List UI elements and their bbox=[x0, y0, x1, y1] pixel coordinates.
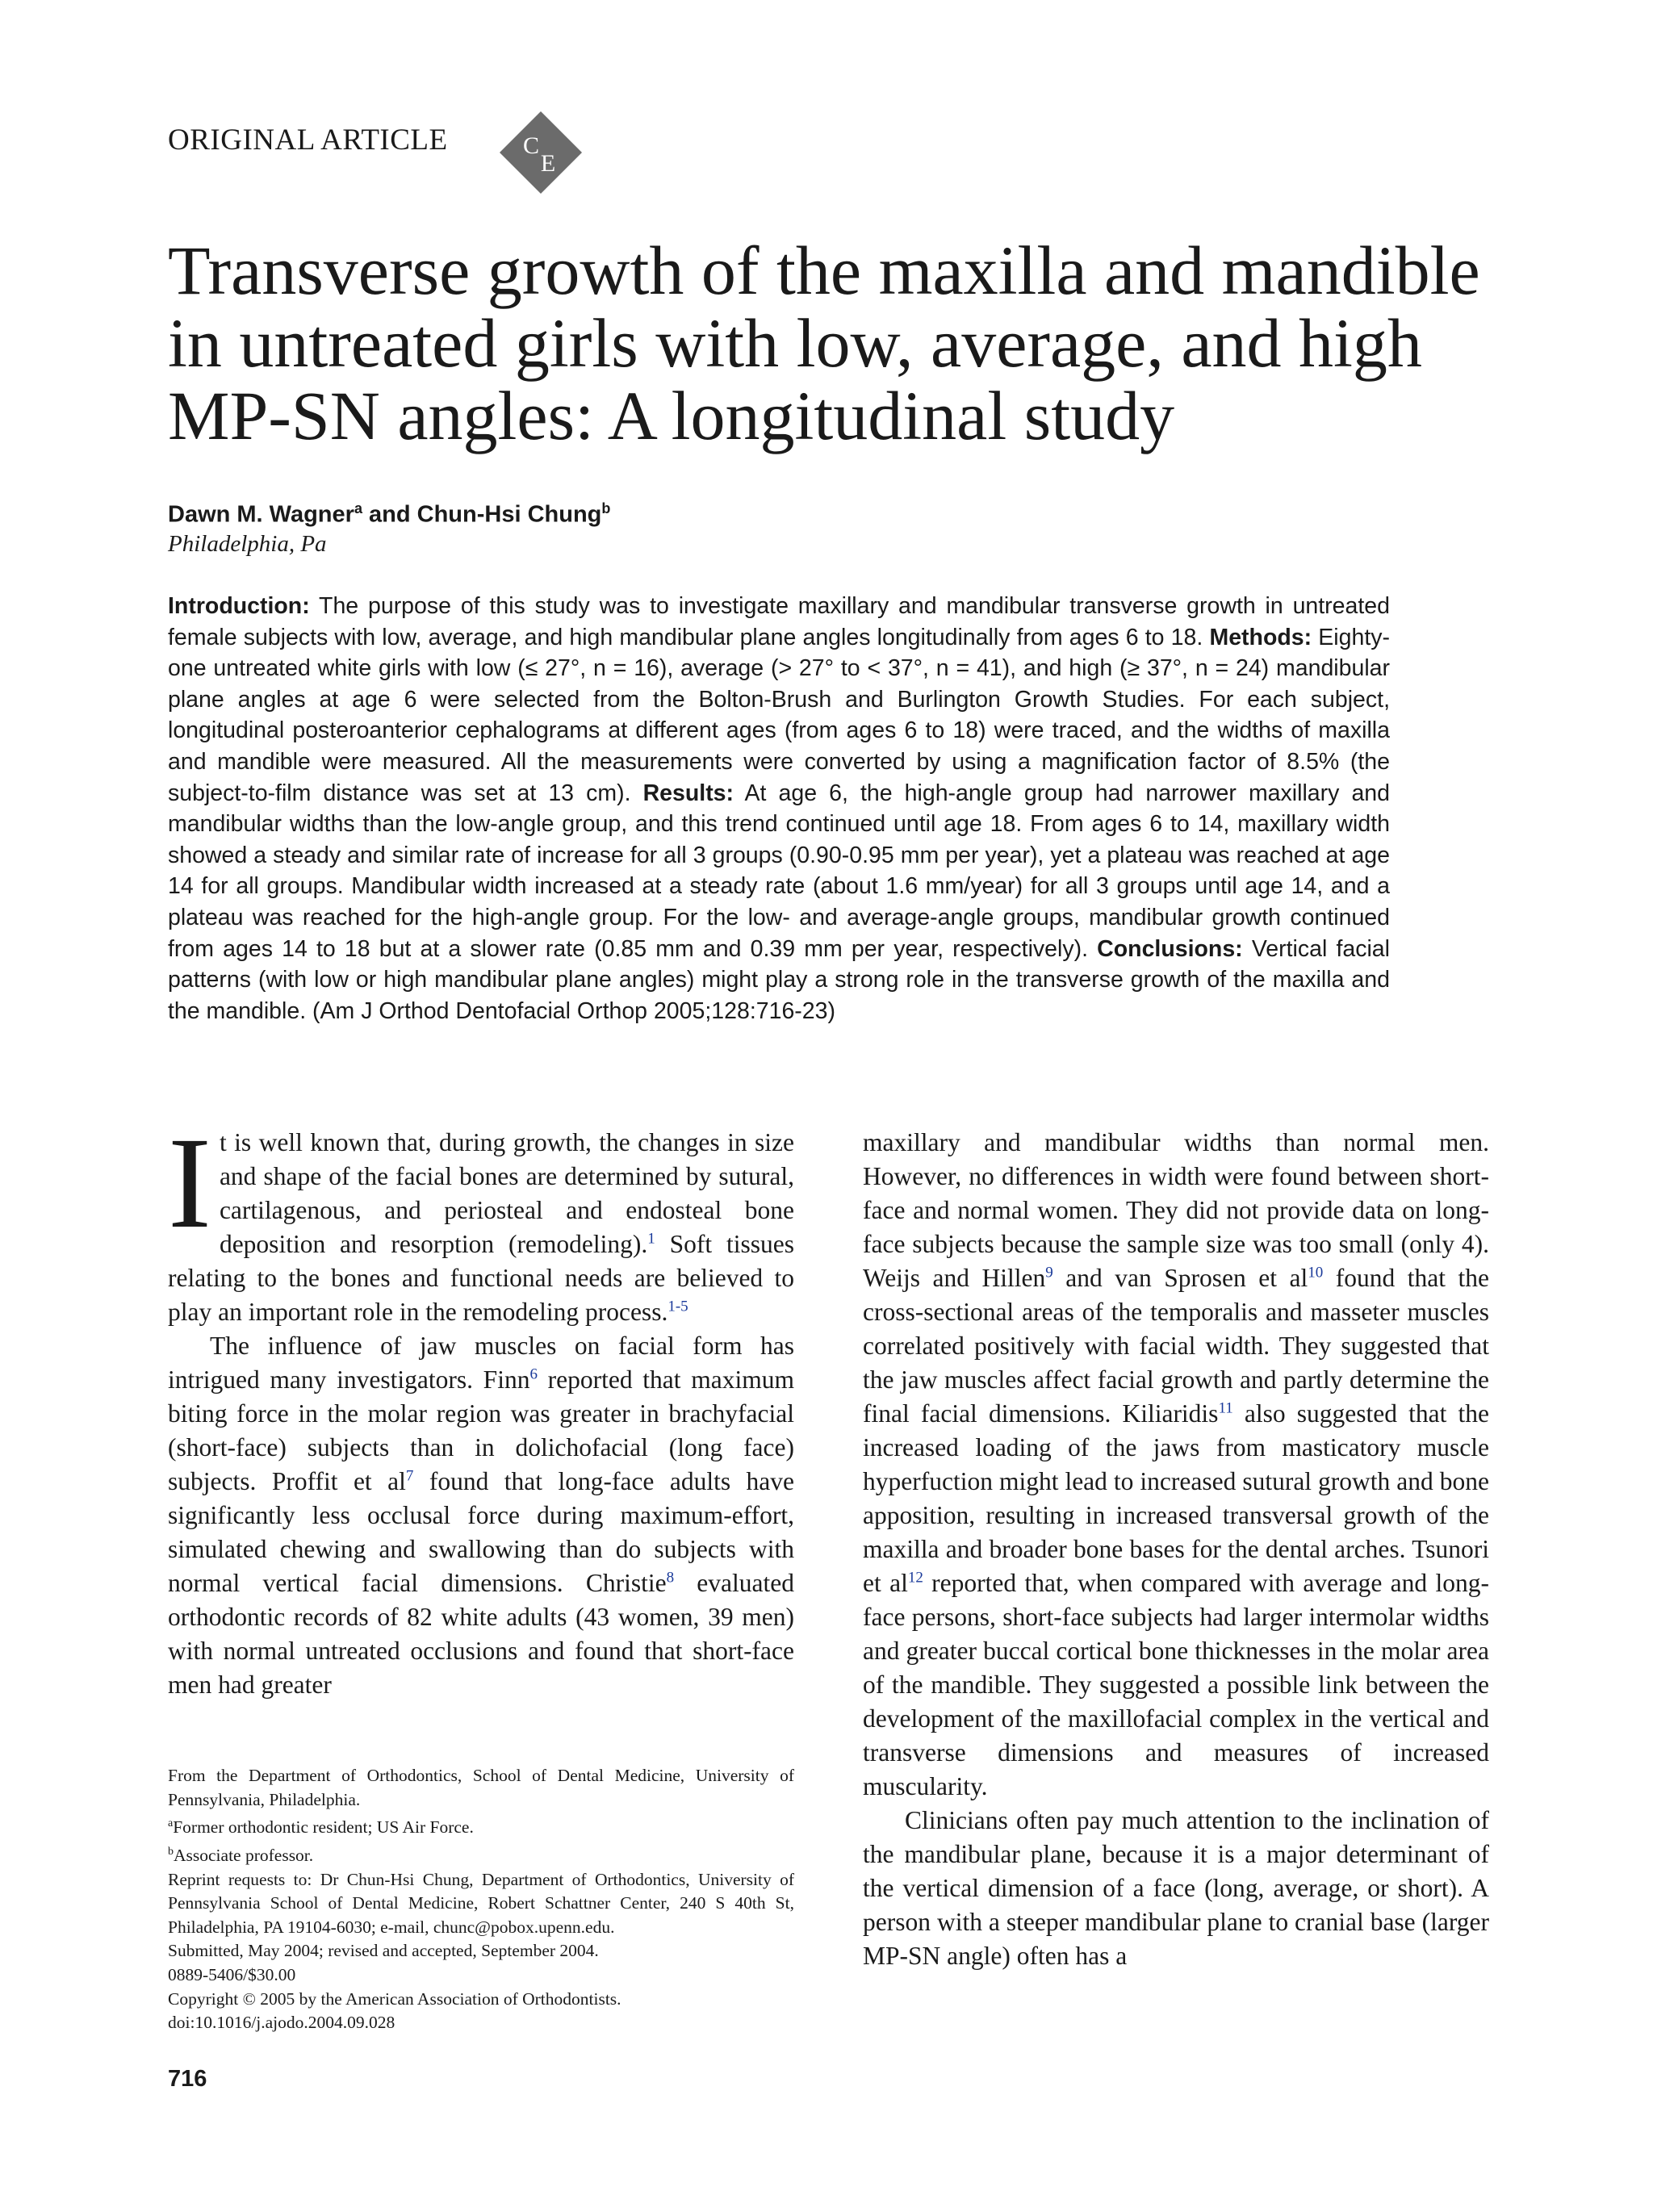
body-paragraph: It is well known that, during growth, the changes in size and shape of the facial bones are determined by sutural, cartilagenous, and periosteal and endosteal bone deposition and resorption (remodeling).$^1$ Soft tissues relating to the bones and functional needs are believed to play an important role in the remodeling process.$^{1-5}$ bbox=[168, 1111, 794, 1326]
author-location: Philadelphia, Pa bbox=[168, 531, 327, 557]
citation-link[interactable]: 12 bbox=[907, 1569, 923, 1587]
svg-text:E: E bbox=[540, 150, 556, 177]
svg-text:C: C bbox=[522, 132, 540, 159]
footnote-price: 0889-5406/$30.00 bbox=[168, 1965, 296, 1985]
footnote-department: From the Department of Orthodontics, School of Dental Medicine, University of Pennsylvania, Philadelphia. bbox=[168, 1766, 794, 1809]
author-name: Chun-Hsi Chung bbox=[416, 501, 602, 528]
ce-badge-icon bbox=[498, 110, 584, 195]
body-paragraph: The influence of jaw muscles on facial form has intrigued many investigators. Finn$^6$ reported that maximum biting force in the molar region was greater in brachyfacial (short-face) subjects than in dolichofacial (long face) subjects. Proffit et $al^7$ found that long-face adults have significantly less occlusal force during maximum-effort, simulated chewing and swallowing than do subjects with normal vertical facial dimensions. Christie$^8$ evaluated orthodontic records of 82 white adults (43 women, 39 men) with normal untreated occlusions and found that short-face men had greater bbox=[168, 1332, 795, 1699]
abstract-methods-heading: Methods: bbox=[1209, 624, 1312, 650]
author-list bbox=[168, 494, 610, 529]
body-column-left bbox=[168, 1111, 795, 1702]
footnotes bbox=[168, 1764, 794, 2035]
footnote-a: $^a$Former orthodontic resident; US Air Force. bbox=[168, 1817, 474, 1838]
citation-link[interactable]: 7 bbox=[405, 1467, 414, 1485]
author-conjunction: and bbox=[362, 501, 417, 528]
abstract-conclusions-heading: Conclusions: bbox=[1097, 935, 1243, 962]
citation-link[interactable]: 11 bbox=[1218, 1399, 1233, 1417]
body-paragraph: Clinicians often pay much attention to the inclination of the mandibular plane, because it is a major determinant of the vertical dimension of a face (long, average, or short). A person with a steeper mandibular plane to cranial base (larger MP-SN angle) often has a bbox=[863, 1806, 1489, 1970]
abstract-results: At age 6, the high-angle group had narrower maxillary and mandibular widths than the low-angle group, and this trend continued until age 18. From ages 6 to 14, maxillary width showed a steady and similar rate of increase for all 3 groups (0.90-0.95 mm per year), yet a plateau was reached at age 14 for all groups. Mandibular width increased at a steady rate (about 1.6 mm/year) for all 3 groups until age 14, and a plateau was reached for the high-angle group. For the low- and average-angle groups, mandibular growth continued from ages 14 to 18 but at a slower rate (0.85 mm and 0.39 mm per year, respectively). bbox=[168, 780, 1390, 962]
abstract-methods: Eighty-one untreated white girls with low (≤ 27°, n = 16), average (> 27° to < 37°, n = 41), and high (≥ 37°, n = 24) mandibular plane angles at age 6 were selected from the Bolton-Brush and Burlington Growth Studies. For each subject, longitudinal posteroanterior cephalograms at different ages (from ages 6 to 18) were traced, and the widths of maxilla and mandible were measured. All the measurements were converted by using a magnification factor of 8.5% (the subject-to-film distance was set at 13 cm). bbox=[168, 624, 1390, 806]
author-name: Dawn M. Wagner bbox=[168, 501, 354, 528]
page-number: 716 bbox=[168, 2066, 207, 2092]
citation-link[interactable]: 8 bbox=[666, 1569, 675, 1587]
abstract-conclusions: Vertical facial patterns (with low or high mandibular plane angles) might play a strong role in the transverse growth of the maxilla and the mandible. (Am J Orthod Dentofacial Orthop 2005;128:716-23) bbox=[168, 935, 1390, 1024]
drop-cap: I bbox=[168, 1111, 211, 1256]
article-title: Transverse growth of the maxilla and mandible in untreated girls with low, average, and high MP-SN angles: A longitudinal study bbox=[168, 232, 1480, 454]
citation-link[interactable]: 10 bbox=[1308, 1264, 1324, 1282]
citation-link[interactable]: 1 bbox=[647, 1230, 655, 1248]
body-column-right bbox=[863, 1126, 1489, 1973]
author-affiliation-marker: b bbox=[601, 500, 611, 516]
footnote-submitted: Submitted, May 2004; revised and accepted, September 2004. bbox=[168, 1941, 599, 1961]
footnote-reprint: Reprint requests to: Dr Chun-Hsi Chung, Department of Orthodontics, University of Pennsylvania School of Dental Medicine, Robert Schattner Center, 240 S 40th St, Philadelphia, PA 19104-6030; e-mail, chunc@pobox.upenn.edu. bbox=[168, 1869, 794, 1937]
author-affiliation-marker: a bbox=[354, 500, 362, 516]
body-paragraph: maxillary and mandibular widths than normal men. However, no differences in width were found between short-face and normal women. They did not provide data on long-face subjects because the sample size was too small (only 4). Weijs and Hillen$^9$ and van Sprosen et $al^{10}$ found that the cross-sectional areas of the temporalis and masseter muscles correlated positively with facial width. They suggested that the jaw muscles affect facial growth and partly determine the final facial dimensions. Kiliaridis$^{11}$ also suggested that the increased loading of the jaws from masticatory muscle hyperfuction might lead to increased sutural growth and bone apposition, resulting in increased transversal growth of the maxilla and broader bone bases for the dental arches. Tsunori et $al^{12}$ reported that, when compared with average and long-face persons, short-face subjects had larger intermolar widths and greater buccal cortical bone thicknesses in the molar area of the mandible. They suggested a possible link between the development of the maxillofacial complex in the vertical and transverse dimensions and measures of increased muscularity. bbox=[863, 1128, 1490, 1800]
citation-link[interactable]: 6 bbox=[529, 1365, 538, 1383]
footnote-doi[interactable]: doi:10.1016/j.ajodo.2004.09.028 bbox=[168, 2013, 395, 2033]
footnote-copyright: Copyright © 2005 by the American Association of Orthodontists. bbox=[168, 1988, 621, 2009]
abstract-results-heading: Results: bbox=[642, 780, 734, 806]
footnote-b: $^b$Associate professor. bbox=[168, 1845, 314, 1866]
citation-link[interactable]: 9 bbox=[1045, 1264, 1053, 1282]
abstract bbox=[168, 591, 1390, 1027]
citation-link[interactable]: 1-5 bbox=[667, 1298, 688, 1315]
abstract-introduction-heading: Introduction: bbox=[168, 593, 310, 619]
section-label: ORIGINAL ARTICLE bbox=[168, 123, 448, 157]
abstract-introduction: The purpose of this study was to investigate maxillary and mandibular transverse growth in untreated female subjects with low, average, and high mandibular plane angles longitudinally from ages 6 to 18. bbox=[168, 593, 1390, 650]
